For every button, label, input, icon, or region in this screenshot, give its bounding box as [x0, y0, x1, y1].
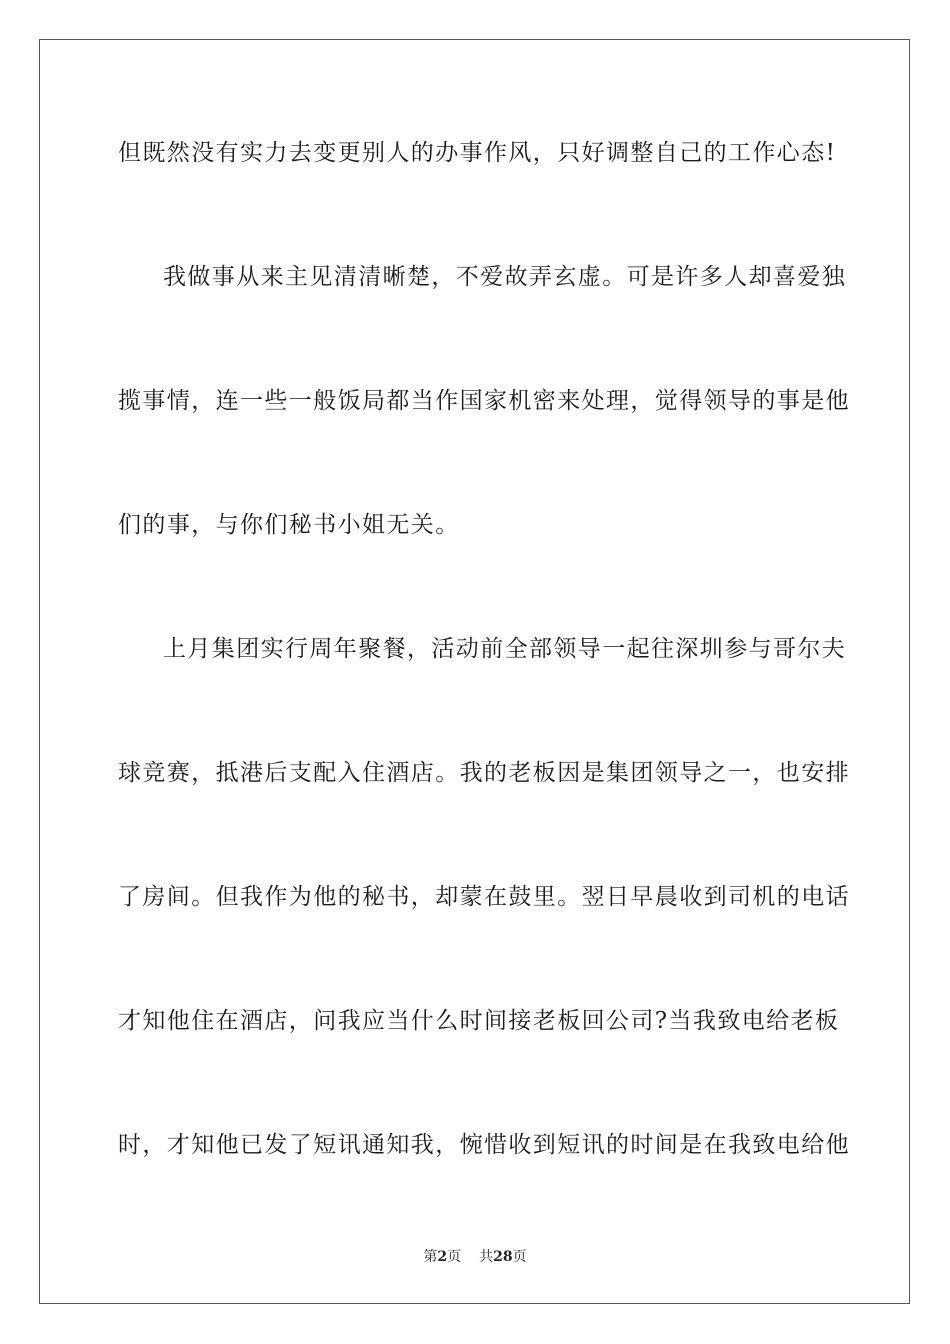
- text-line: 们的事，与你们秘书小姐无关。: [118, 512, 460, 538]
- text-line: 了房间。但我作为他的秘书，却蒙在鼓里。翌日早晨收到司机的电话: [118, 884, 850, 910]
- page-number: 2: [437, 1249, 448, 1265]
- text-line: 但既然没有实力去变更别人的办事作风，只好调整自己的工作心态!: [118, 140, 837, 166]
- total-pages: 28: [493, 1249, 513, 1265]
- page-label-prefix: 第: [423, 1249, 438, 1265]
- text-line: 时，才知他已发了短讯通知我，惋惜收到短讯的时间是在我致电给他: [118, 1132, 850, 1158]
- text-line: 我做事从来主见清清晰楚，不爱故弄玄虚。可是许多人却喜爱独: [163, 264, 847, 290]
- text-line: 揽事情，连一些一般饭局都当作国家机密来处理，觉得领导的事是他: [118, 388, 850, 414]
- text-line: 球竞赛，抵港后支配入住酒店。我的老板因是集团领导之一，也安排: [118, 760, 850, 786]
- page-footer: [0, 1248, 950, 1266]
- text-line: 上月集团实行周年聚餐，活动前全部领导一起往深圳参与哥尔夫: [163, 636, 847, 662]
- text-line: 才知他住在酒店，问我应当什么时间接老板回公司?当我致电给老板: [118, 1008, 840, 1034]
- page-frame: [39, 39, 910, 1304]
- total-label-suffix: 页: [512, 1249, 527, 1265]
- page-label-suffix: 页: [447, 1249, 462, 1265]
- total-label-prefix: 共: [479, 1249, 494, 1265]
